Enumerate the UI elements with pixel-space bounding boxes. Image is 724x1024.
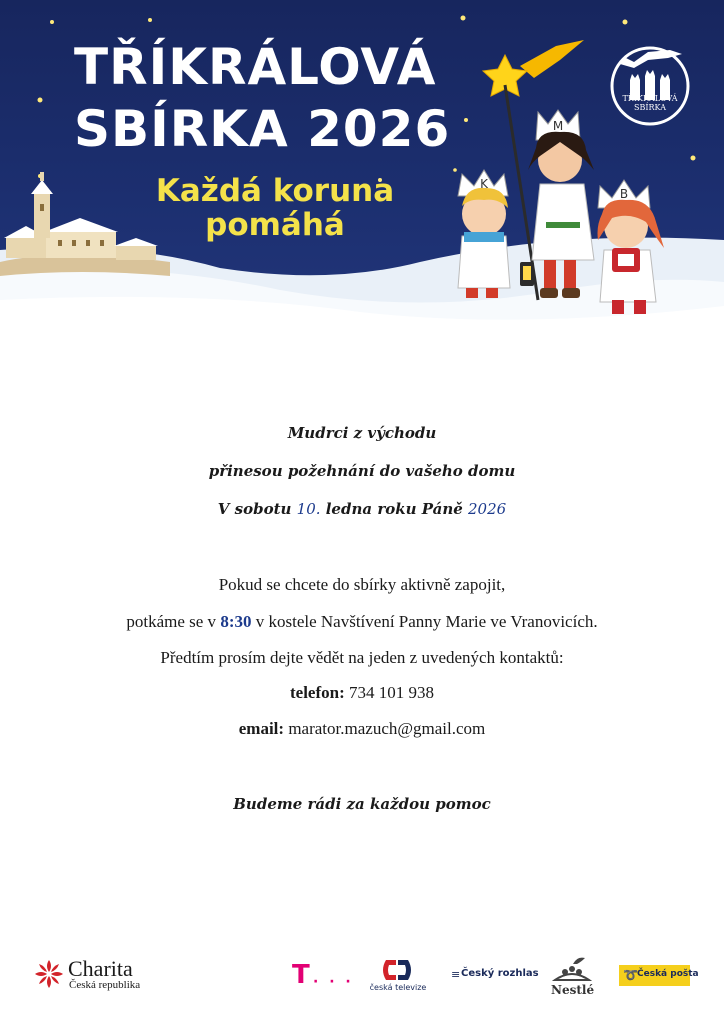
date-middle: ledna roku Páně [320,500,469,518]
banner-title-line-2: SBÍRKA 2026 [74,100,451,158]
join-text: Pokud se chcete do sbírky aktivně zapojit, [218,575,506,594]
meeting-prefix: potkáme se v [126,612,221,631]
email-line [0,719,724,739]
logo-text-line-2: SBÍRKA [634,103,666,112]
nestle-logo-text: Nestlé [551,983,595,997]
header-banner [0,0,724,333]
cesky-rozhlas-logo-text: Český rozhlas [461,968,539,979]
charita-logo-name: Charita [68,956,133,981]
phone-value[interactable]: 734 101 938 [349,683,434,702]
posthorn-icon: ➰ [623,968,638,982]
meeting-time: 8:30 [220,612,252,631]
ceska-posta-logo-text: Česká pošta [637,969,699,979]
meeting-suffix: v kostele Navštívení Panny Marie ve Vranovicích. [251,612,598,631]
phone-line [0,683,724,703]
date-prefix: V sobotu [217,500,297,518]
king-kaspar-illustration [458,170,534,298]
contact-request: Předtím prosím dejte vědět na jeden z uvedených kontaktů: [160,648,564,667]
email-label: email: [238,719,285,738]
banner-slogan-line-1: Každá koruna [155,173,395,209]
invitation-line-1: Mudrci z východu [287,424,437,442]
date-year: 2026 [468,500,507,518]
tmobile-logo-icon: T [292,960,310,990]
ceska-televize-logo-icon [380,958,414,982]
date-day: 10. [296,500,321,518]
crown-letter-k: K [480,177,488,191]
invitation-line-2: přinesou požehnání do vašeho domu [208,462,516,480]
charita-cross-icon [33,958,65,990]
ceska-televize-logo-text: česká televize [369,983,427,992]
phone-label: telefon: [289,683,345,702]
email-value[interactable]: marator.mazuch@gmail.com [288,719,486,738]
closing-line: Budeme rádi za každou pomoc [233,795,491,813]
invitation-date-line [0,500,724,518]
charita-logo-subtitle: Česká republika [69,979,141,991]
tmobile-logo-dots: · · · [313,974,354,990]
banner-title-line-1: TŘÍKRÁLOVÁ [74,38,437,96]
crown-letter-m: M [552,119,564,133]
trikralova-sbirka-logo-icon [608,44,692,128]
banner-slogan-line-2: pomáhá [205,207,345,243]
cesky-rozhlas-icon: ≡ [451,968,461,981]
nestle-nest-icon [551,954,593,984]
meeting-line [0,612,724,632]
logo-text-line-1: TŘÍKRÁLOVÁ [622,94,678,103]
crown-letter-b: B [619,187,629,201]
